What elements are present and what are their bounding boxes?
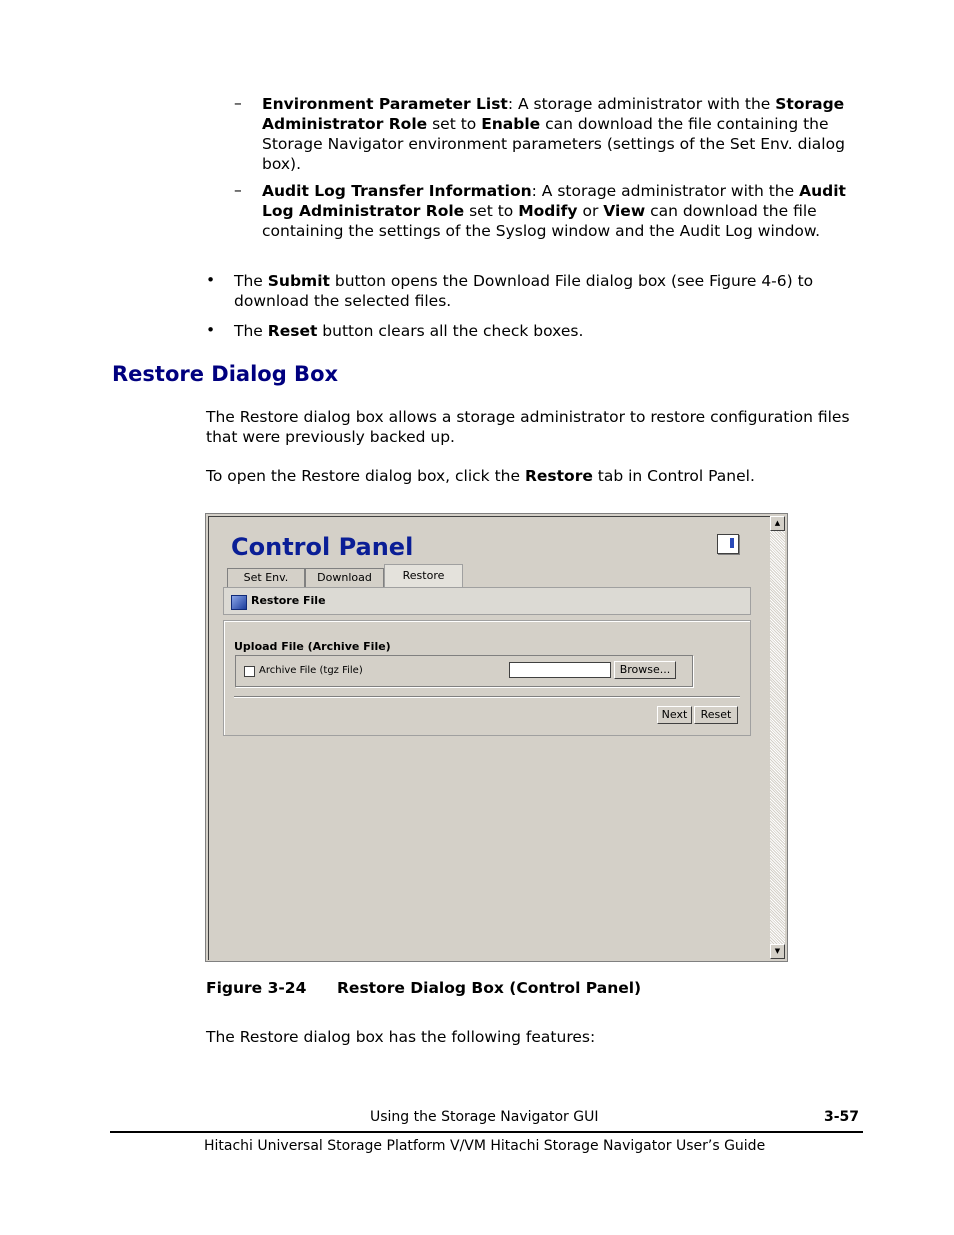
list-item-text <box>262 181 854 241</box>
panel-separator <box>234 696 740 698</box>
bullet-text <box>234 321 856 341</box>
tab-set-env[interactable]: Set Env. <box>227 568 305 587</box>
footer-rule <box>110 1131 863 1133</box>
upload-file-group <box>235 655 693 687</box>
role-name: Audit Log Administrator Role <box>262 182 846 220</box>
text: set to <box>464 202 519 220</box>
list-item-text <box>262 94 854 174</box>
tab-name: Restore <box>524 467 593 485</box>
text: set to <box>427 115 482 133</box>
archive-file-input[interactable] <box>509 662 611 678</box>
bullet-marker: • <box>206 271 216 289</box>
text: button opens the Download File dialog box (see Figure 4-6) to download the selected files. <box>234 272 814 310</box>
button-name: Reset <box>267 322 318 340</box>
instruction-paragraph <box>206 466 856 486</box>
text: The <box>234 322 268 340</box>
bullet-marker: • <box>206 321 216 339</box>
tab-restore[interactable]: Restore <box>384 564 463 588</box>
text: To open the Restore dialog box, click the <box>206 467 525 485</box>
role-value: View <box>603 202 646 220</box>
browse-button[interactable]: Browse... <box>614 661 676 679</box>
page-number: 3-57 <box>824 1109 860 1125</box>
restore-file-icon <box>231 595 247 610</box>
tab-download[interactable]: Download <box>305 568 384 587</box>
archive-file-checkbox[interactable] <box>244 666 255 677</box>
upload-panel-title: Upload File (Archive File) <box>234 640 391 653</box>
button-name: Submit <box>267 272 330 290</box>
restore-file-label: Restore File <box>251 594 326 607</box>
text: : A storage administrator with the <box>507 95 776 113</box>
bullet-text <box>234 271 856 311</box>
next-button[interactable]: Next <box>657 706 692 724</box>
text: can download the file containing the Storage Navigator environment parameters (settings of the Set Env. dialog box). <box>262 115 845 173</box>
footer-document-title: Hitachi Universal Storage Platform V/VM Hitachi Storage Navigator User’s Guide <box>204 1138 766 1154</box>
section-heading: Restore Dialog Box <box>112 362 339 386</box>
role-value: Modify <box>518 202 578 220</box>
text: tab in Control Panel. <box>592 467 755 485</box>
text: : A storage administrator with the <box>531 182 800 200</box>
text: button clears all the check boxes. <box>317 322 584 340</box>
footer-section-title: Using the Storage Navigator GUI <box>370 1109 599 1125</box>
reset-button[interactable]: Reset <box>694 706 738 724</box>
control-panel-screenshot <box>205 513 788 962</box>
text: can download the file containing the settings of the Syslog window and the Audit Log window. <box>262 202 821 240</box>
text: The <box>234 272 268 290</box>
role-name: Storage Administrator Role <box>262 95 845 133</box>
restore-file-bar <box>223 587 751 615</box>
features-intro: The Restore dialog box has the following features: <box>206 1028 596 1046</box>
dash-marker: – <box>234 181 242 199</box>
figure-number: Figure 3-24 <box>206 979 307 997</box>
dash-marker: – <box>234 94 242 112</box>
scroll-up-icon[interactable]: ▲ <box>770 516 785 531</box>
figure-title: Restore Dialog Box (Control Panel) <box>337 979 642 997</box>
term: Audit Log Transfer Information <box>262 182 532 200</box>
vertical-scrollbar[interactable] <box>770 516 785 959</box>
archive-file-label: Archive File (tgz File) <box>259 665 363 676</box>
intro-paragraph: The Restore dialog box allows a storage administrator to restore configuration files that were previously backed up. <box>206 408 850 446</box>
window-toggle-icon[interactable] <box>717 534 739 554</box>
term: Environment Parameter List <box>262 95 508 113</box>
text: or <box>577 202 604 220</box>
control-panel-title: Control Panel <box>231 533 414 561</box>
control-panel-window <box>208 516 771 960</box>
role-value: Enable <box>481 115 541 133</box>
upload-panel <box>223 620 751 736</box>
scroll-down-icon[interactable]: ▼ <box>770 944 785 959</box>
